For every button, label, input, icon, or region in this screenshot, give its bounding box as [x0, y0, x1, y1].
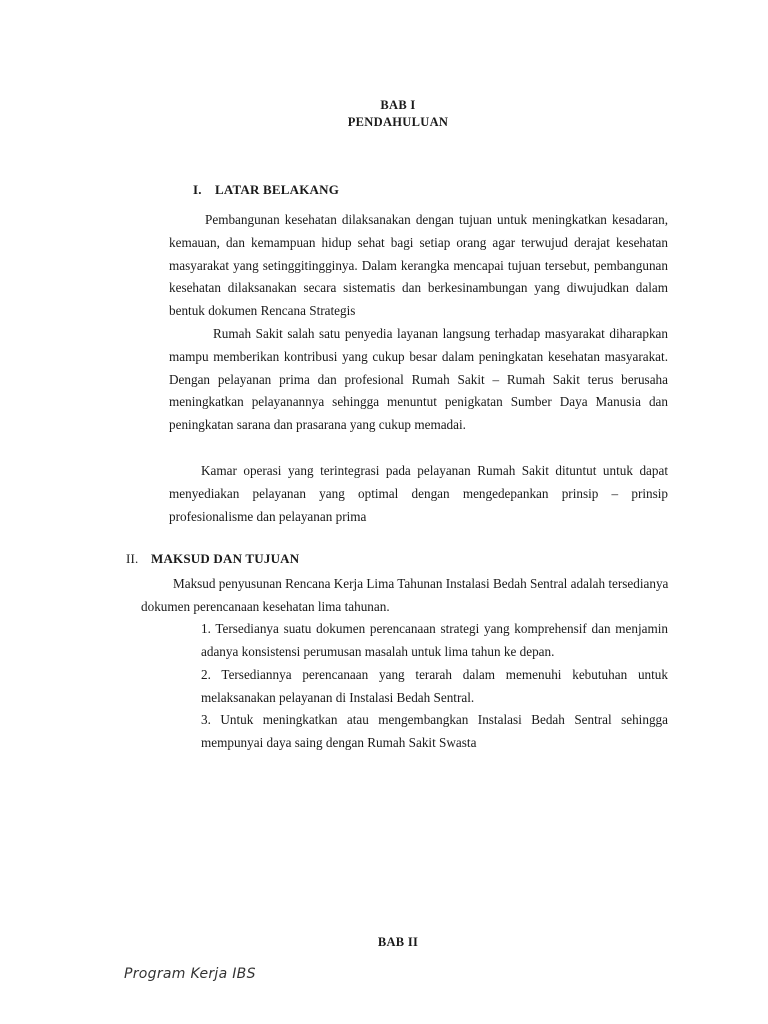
paragraph-latar-1: Pembangunan kesehatan dilaksanakan dengan tujuan untuk meningkatkan kesadaran, kemauan, dan kemampuan hidup sehat bagi setiap orang agar terwujud derajat kesehatan masyarakat yang setinggitingginya. Dalam kerangka mencapai tujuan tersebut, pembangunan kesehatan dilaksanakan secara sistematis dan berkesinambungan yang diwujudkan dalam bentuk dokumen Rencana Strategis	[169, 212, 668, 319]
paragraph-latar-2: Rumah Sakit salah satu penyedia layanan langsung terhadap masyarakat diharapkan mampu memberikan kontribusi yang cukup besar dalam peningkatan kesehatan masyarakat. Dengan pelayanan prima dan profesional Rumah Sakit – Rumah Sakit terus berusaha meningkatkan pelayanannya sehingga menuntut penigkatan Sumber Daya Manusia dan peningkatan sarana dan prasarana yang cukup memadai.	[169, 326, 668, 433]
section-number: I.	[193, 182, 202, 197]
section-title: MAKSUD DAN TUJUAN	[151, 551, 300, 566]
page-footer: Program Kerja IBS	[124, 966, 256, 982]
section-number: II.	[126, 551, 139, 566]
section-title: LATAR BELAKANG	[215, 182, 340, 197]
paragraph-maksud-intro: Maksud penyusunan Rencana Kerja Lima Tahunan Instalasi Bedah Sentral adalah tersedianya dokumen perencanaan kesehatan lima tahunan.	[141, 576, 669, 614]
list-item-2: 2. Tersediannya perencanaan yang terarah dalam memenuhi kebutuhan untuk melaksanakan pelayanan di Instalasi Bedah Sentral.	[201, 667, 668, 705]
paragraph-latar-3: Kamar operasi yang terintegrasi pada pelayanan Rumah Sakit dituntut untuk dapat menyediakan pelayanan yang optimal dengan mengedepankan prinsip – prinsip profesionalisme dan pelayanan prima	[169, 463, 668, 524]
chapter-2-label: BAB II	[377, 935, 419, 949]
chapter-label: BAB I	[380, 98, 416, 112]
chapter-title: PENDAHULUAN	[347, 115, 449, 129]
list-item-1: 1. Tersedianya suatu dokumen perencanaan strategi yang komprehensif dan menjamin adanya konsistensi perumusan masalah untuk lima tahun ke depan.	[201, 621, 668, 659]
list-item-3: 3. Untuk meningkatkan atau mengembangkan Instalasi Bedah Sentral sehingga mempunyai daya saing dengan Rumah Sakit Swasta	[201, 712, 668, 750]
section-heading-latar-belakang	[193, 182, 339, 198]
section-heading-maksud-tujuan	[126, 551, 299, 567]
